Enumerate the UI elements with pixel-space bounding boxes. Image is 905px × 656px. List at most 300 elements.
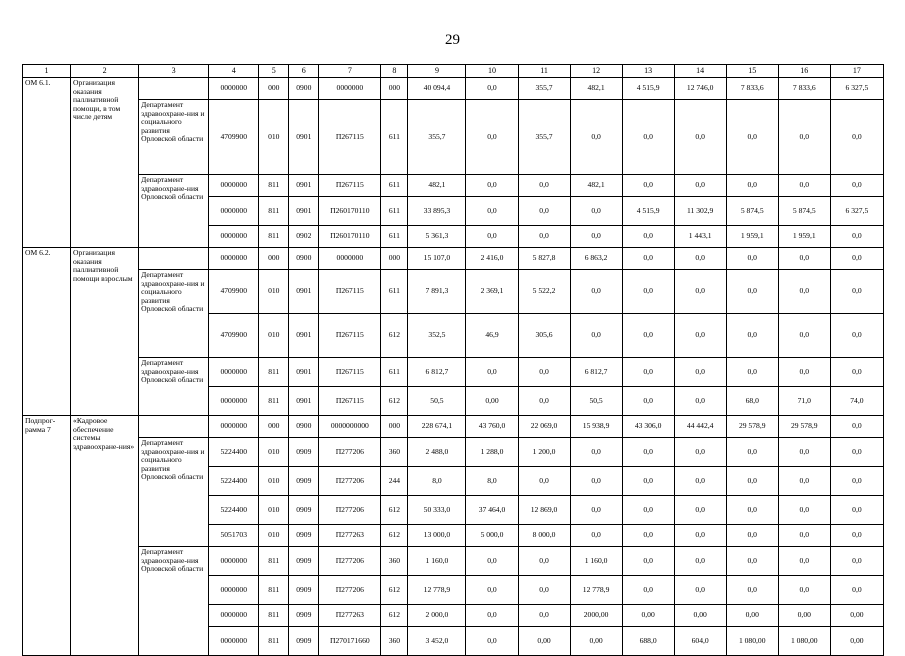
table-cell: 0000000 bbox=[209, 78, 259, 100]
table-cell: П277206 bbox=[319, 496, 381, 525]
table-cell: П267115 bbox=[319, 270, 381, 314]
table-cell: 12 746,0 bbox=[674, 78, 726, 100]
table-cell: 1 288,0 bbox=[466, 438, 518, 467]
table-cell: 5051703 bbox=[209, 525, 259, 547]
table-cell: 0,0 bbox=[726, 438, 778, 467]
table-cell: 0,0 bbox=[622, 358, 674, 387]
table-cell: 0901 bbox=[289, 100, 319, 175]
table-cell: П270171660 bbox=[319, 627, 381, 656]
table-cell: 11 302,9 bbox=[674, 197, 726, 226]
table-cell: 5 361,3 bbox=[408, 226, 466, 248]
table-cell: 0000000 bbox=[209, 576, 259, 605]
table-cell: 2 000,0 bbox=[408, 605, 466, 627]
table-cell: 0902 bbox=[289, 226, 319, 248]
table-cell: 0,0 bbox=[622, 547, 674, 576]
table-cell: 22 069,0 bbox=[518, 416, 570, 438]
table-cell: 010 bbox=[259, 270, 289, 314]
table-cell: 0,0 bbox=[830, 100, 883, 175]
table-cell: 15 938,9 bbox=[570, 416, 622, 438]
column-number: 14 bbox=[674, 65, 726, 78]
table-cell: 0000000 bbox=[209, 248, 259, 270]
table-cell: 71,0 bbox=[778, 387, 830, 416]
table-cell: 0,0 bbox=[830, 496, 883, 525]
table-cell: 0,0 bbox=[518, 197, 570, 226]
table-cell: 0,0 bbox=[518, 467, 570, 496]
table-cell: 0,0 bbox=[830, 175, 883, 197]
row-code: ОМ 6.2. bbox=[23, 248, 71, 416]
table-cell: 5224400 bbox=[209, 438, 259, 467]
table-cell: 355,7 bbox=[518, 78, 570, 100]
table-cell: 688,0 bbox=[622, 627, 674, 656]
table-cell: 0,00 bbox=[830, 627, 883, 656]
table-cell: 1 200,0 bbox=[518, 438, 570, 467]
table-cell: 13 000,0 bbox=[408, 525, 466, 547]
column-number: 11 bbox=[518, 65, 570, 78]
table-cell: 0,0 bbox=[570, 525, 622, 547]
executor-cell: Департамент здравоохране-ния Орловской области bbox=[139, 175, 209, 248]
table-cell: 360 bbox=[381, 627, 408, 656]
table-cell: 000 bbox=[381, 416, 408, 438]
table-cell: 0,00 bbox=[518, 627, 570, 656]
table-cell: 15 107,0 bbox=[408, 248, 466, 270]
table-cell: 1 160,0 bbox=[570, 547, 622, 576]
table-cell: 305,6 bbox=[518, 314, 570, 358]
table-cell: 50 333,0 bbox=[408, 496, 466, 525]
table-cell: 0,0 bbox=[466, 197, 518, 226]
table-cell: 611 bbox=[381, 270, 408, 314]
table-cell: 1 443,1 bbox=[674, 226, 726, 248]
table-cell: 0000000 bbox=[209, 175, 259, 197]
table-cell: 0,0 bbox=[778, 525, 830, 547]
table-cell: 0,0 bbox=[570, 197, 622, 226]
table-cell: 0909 bbox=[289, 467, 319, 496]
table-cell: 0901 bbox=[289, 314, 319, 358]
table-cell: 0000000 bbox=[209, 605, 259, 627]
table-cell: 0,0 bbox=[778, 496, 830, 525]
table-cell: 611 bbox=[381, 100, 408, 175]
column-number: 13 bbox=[622, 65, 674, 78]
table-cell: 0,0 bbox=[726, 547, 778, 576]
table-cell: 0,0 bbox=[778, 314, 830, 358]
table-cell: 0909 bbox=[289, 496, 319, 525]
table-cell: 40 094,4 bbox=[408, 78, 466, 100]
table-cell: 0,0 bbox=[830, 416, 883, 438]
table-cell: 612 bbox=[381, 314, 408, 358]
table-cell: 000 bbox=[259, 78, 289, 100]
table-cell: 0900 bbox=[289, 248, 319, 270]
table-cell: 0,00 bbox=[726, 605, 778, 627]
table-cell: 0,0 bbox=[466, 627, 518, 656]
row-code: Подпрог-рамма 7 bbox=[23, 416, 71, 656]
table-cell: 000 bbox=[259, 416, 289, 438]
table-cell: 0901 bbox=[289, 387, 319, 416]
table-cell: 482,1 bbox=[570, 175, 622, 197]
table-cell: 355,7 bbox=[408, 100, 466, 175]
table-cell: 0,00 bbox=[570, 627, 622, 656]
table-cell: 0,0 bbox=[830, 226, 883, 248]
table-cell: 0,0 bbox=[466, 358, 518, 387]
table-cell: 0,0 bbox=[518, 226, 570, 248]
table-cell: 6 327,5 bbox=[830, 197, 883, 226]
table-cell: 0909 bbox=[289, 576, 319, 605]
table-cell: 2 488,0 bbox=[408, 438, 466, 467]
table-cell: 0,0 bbox=[830, 467, 883, 496]
table-cell: 0,0 bbox=[830, 576, 883, 605]
table-cell: 0,0 bbox=[518, 547, 570, 576]
column-number: 1 bbox=[23, 65, 71, 78]
table-cell: П260170110 bbox=[319, 226, 381, 248]
column-number: 6 bbox=[289, 65, 319, 78]
table-cell: 0,0 bbox=[726, 100, 778, 175]
page-number: 29 bbox=[445, 32, 460, 48]
table-cell: 811 bbox=[259, 358, 289, 387]
table-cell: П277206 bbox=[319, 467, 381, 496]
table-cell: 6 327,5 bbox=[830, 78, 883, 100]
table-cell: 0,0 bbox=[830, 248, 883, 270]
table-cell: 0,0 bbox=[674, 358, 726, 387]
table-cell: 0,0 bbox=[830, 314, 883, 358]
table-cell: 0,0 bbox=[518, 576, 570, 605]
table-cell: 0,0 bbox=[778, 100, 830, 175]
table-cell: 0901 bbox=[289, 175, 319, 197]
table-cell: 37 464,0 bbox=[466, 496, 518, 525]
table-cell: 0000000 bbox=[209, 416, 259, 438]
table-cell: П260170110 bbox=[319, 197, 381, 226]
table-cell: 0000000000 bbox=[319, 416, 381, 438]
table-cell: 0,0 bbox=[622, 496, 674, 525]
table-cell: 0,0 bbox=[726, 358, 778, 387]
table-cell: 0,0 bbox=[466, 175, 518, 197]
table-cell: 2 369,1 bbox=[466, 270, 518, 314]
table-cell: 0,0 bbox=[726, 175, 778, 197]
table-cell: 611 bbox=[381, 226, 408, 248]
table-cell: 5224400 bbox=[209, 467, 259, 496]
table-cell: 0,0 bbox=[674, 270, 726, 314]
table-cell: 0,0 bbox=[674, 576, 726, 605]
table-cell: 000 bbox=[381, 248, 408, 270]
table-cell: П267115 bbox=[319, 175, 381, 197]
table-cell: 50,5 bbox=[570, 387, 622, 416]
table-cell: 811 bbox=[259, 547, 289, 576]
table-cell: 0,00 bbox=[674, 605, 726, 627]
table-cell: 0,0 bbox=[726, 496, 778, 525]
table-cell: 4709900 bbox=[209, 100, 259, 175]
column-number: 15 bbox=[726, 65, 778, 78]
table-cell: 0,0 bbox=[778, 358, 830, 387]
table-cell: 4709900 bbox=[209, 314, 259, 358]
column-number: 2 bbox=[71, 65, 139, 78]
table-cell: 0,0 bbox=[466, 226, 518, 248]
table-cell: 4709900 bbox=[209, 270, 259, 314]
table-cell: 0,0 bbox=[674, 525, 726, 547]
table-cell: 010 bbox=[259, 314, 289, 358]
table-cell: 0000000 bbox=[209, 358, 259, 387]
table-cell: 000 bbox=[259, 248, 289, 270]
table-cell: П267115 bbox=[319, 387, 381, 416]
table-row bbox=[23, 358, 884, 387]
column-number: 12 bbox=[570, 65, 622, 78]
table-row bbox=[23, 416, 884, 438]
table-cell: 0,0 bbox=[778, 248, 830, 270]
table-cell: 4 515,9 bbox=[622, 197, 674, 226]
table-cell: 0000000 bbox=[319, 248, 381, 270]
table-cell: 5 522,2 bbox=[518, 270, 570, 314]
table-cell: 482,1 bbox=[408, 175, 466, 197]
table-cell: 0,0 bbox=[726, 467, 778, 496]
table-cell: 0,0 bbox=[622, 248, 674, 270]
executor-cell: Департамент здравоохране-ния Орловской области bbox=[139, 547, 209, 656]
table-cell: П267115 bbox=[319, 314, 381, 358]
table-cell: 5 874,5 bbox=[778, 197, 830, 226]
table-cell: 228 674,1 bbox=[408, 416, 466, 438]
table-cell: 811 bbox=[259, 226, 289, 248]
table-cell: 360 bbox=[381, 547, 408, 576]
executor-cell bbox=[139, 248, 209, 270]
table-cell: 0,0 bbox=[674, 387, 726, 416]
table-cell: 0901 bbox=[289, 197, 319, 226]
table-cell: 0901 bbox=[289, 358, 319, 387]
table-cell: 7 833,6 bbox=[778, 78, 830, 100]
table-cell: 0,0 bbox=[674, 547, 726, 576]
table-cell: 1 959,1 bbox=[778, 226, 830, 248]
table-cell: 0,0 bbox=[570, 270, 622, 314]
budget-table bbox=[22, 64, 884, 656]
table-cell: 0,0 bbox=[622, 467, 674, 496]
row-name: «Кадровое обеспечение системы здравоохране-ния» bbox=[71, 416, 139, 656]
table-cell: 0,0 bbox=[778, 547, 830, 576]
table-cell: 5 000,0 bbox=[466, 525, 518, 547]
table-cell: 612 bbox=[381, 605, 408, 627]
table-cell: 811 bbox=[259, 576, 289, 605]
table-cell: 0909 bbox=[289, 547, 319, 576]
table-cell: 0000000 bbox=[209, 547, 259, 576]
table-cell: П267115 bbox=[319, 100, 381, 175]
table-cell: 3 452,0 bbox=[408, 627, 466, 656]
table-cell: 2000,00 bbox=[570, 605, 622, 627]
table-cell: 0,0 bbox=[622, 100, 674, 175]
table-cell: 0,0 bbox=[830, 525, 883, 547]
table-cell: 0,0 bbox=[570, 438, 622, 467]
table-cell: 1 080,00 bbox=[778, 627, 830, 656]
table-cell: 0,0 bbox=[674, 314, 726, 358]
table-cell: 0,0 bbox=[622, 314, 674, 358]
table-cell: 0909 bbox=[289, 438, 319, 467]
column-number: 10 bbox=[466, 65, 518, 78]
table-cell: 611 bbox=[381, 197, 408, 226]
executor-cell: Департамент здравоохране-ния и социального развития Орловской области bbox=[139, 100, 209, 175]
table-cell: 0,0 bbox=[518, 387, 570, 416]
table-cell: 0,0 bbox=[466, 605, 518, 627]
table-cell: 68,0 bbox=[726, 387, 778, 416]
table-cell: 612 bbox=[381, 387, 408, 416]
column-number: 7 bbox=[319, 65, 381, 78]
table-cell: 0909 bbox=[289, 525, 319, 547]
table-cell: 604,0 bbox=[674, 627, 726, 656]
table-cell: 0,0 bbox=[518, 175, 570, 197]
table-cell: 1 959,1 bbox=[726, 226, 778, 248]
table-cell: 0,0 bbox=[622, 576, 674, 605]
table-cell: 7 891,3 bbox=[408, 270, 466, 314]
table-cell: 0,0 bbox=[518, 605, 570, 627]
table-cell: 0,0 bbox=[622, 438, 674, 467]
table-cell: 12 778,9 bbox=[570, 576, 622, 605]
table-cell: 46,9 bbox=[466, 314, 518, 358]
header-row bbox=[23, 65, 884, 78]
table-cell: 0,0 bbox=[830, 438, 883, 467]
table-cell: 8 000,0 bbox=[518, 525, 570, 547]
table-cell: 360 bbox=[381, 438, 408, 467]
table-cell: 0,00 bbox=[622, 605, 674, 627]
table-cell: 0,0 bbox=[622, 387, 674, 416]
table-cell: 000 bbox=[381, 78, 408, 100]
table-cell: 8,0 bbox=[408, 467, 466, 496]
table-cell: 0900 bbox=[289, 78, 319, 100]
table-cell: 0,00 bbox=[830, 605, 883, 627]
table-cell: 0,0 bbox=[778, 175, 830, 197]
table-cell: П267115 bbox=[319, 358, 381, 387]
table-cell: 612 bbox=[381, 576, 408, 605]
table-cell: 0,0 bbox=[726, 248, 778, 270]
table-cell: 811 bbox=[259, 605, 289, 627]
table-cell: 29 578,9 bbox=[778, 416, 830, 438]
executor-cell: Департамент здравоохране-ния и социального развития Орловской области bbox=[139, 270, 209, 358]
table-cell: 0,0 bbox=[778, 438, 830, 467]
table-cell: 4 515,9 bbox=[622, 78, 674, 100]
table-cell: 29 578,9 bbox=[726, 416, 778, 438]
table-cell: П277206 bbox=[319, 438, 381, 467]
table-cell: 0000000 bbox=[209, 226, 259, 248]
table-cell: 0,0 bbox=[674, 175, 726, 197]
table-cell: 612 bbox=[381, 496, 408, 525]
table-cell: 74,0 bbox=[830, 387, 883, 416]
table-cell: 0,0 bbox=[674, 100, 726, 175]
table-cell: 811 bbox=[259, 175, 289, 197]
table-row bbox=[23, 248, 884, 270]
table-cell: 0000000 bbox=[209, 627, 259, 656]
executor-cell bbox=[139, 416, 209, 438]
table-cell: 5 827,8 bbox=[518, 248, 570, 270]
table-cell: 33 895,3 bbox=[408, 197, 466, 226]
table-cell: 0,0 bbox=[518, 358, 570, 387]
table-row bbox=[23, 100, 884, 175]
executor-cell: Департамент здравоохране-ния и социального развития Орловской области bbox=[139, 438, 209, 547]
table-cell: 6 812,7 bbox=[570, 358, 622, 387]
table-cell: 0,0 bbox=[570, 467, 622, 496]
table-cell: П277206 bbox=[319, 576, 381, 605]
table-cell: 0,0 bbox=[830, 547, 883, 576]
table-row bbox=[23, 438, 884, 467]
table-cell: 12 778,9 bbox=[408, 576, 466, 605]
table-cell: 0,00 bbox=[466, 387, 518, 416]
table-cell: 811 bbox=[259, 627, 289, 656]
table-cell: 611 bbox=[381, 175, 408, 197]
table-row bbox=[23, 270, 884, 314]
column-number: 3 bbox=[139, 65, 209, 78]
table-cell: 43 760,0 bbox=[466, 416, 518, 438]
table-cell: 0,0 bbox=[778, 576, 830, 605]
table-cell: 811 bbox=[259, 387, 289, 416]
table-cell: 010 bbox=[259, 438, 289, 467]
table-cell: 352,5 bbox=[408, 314, 466, 358]
table-cell: 0900 bbox=[289, 416, 319, 438]
table-cell: 1 080,00 bbox=[726, 627, 778, 656]
table-cell: 12 869,0 bbox=[518, 496, 570, 525]
table-cell: П277263 bbox=[319, 525, 381, 547]
table-cell: 0,0 bbox=[726, 270, 778, 314]
table-cell: 244 bbox=[381, 467, 408, 496]
column-number: 4 bbox=[209, 65, 259, 78]
table-cell: 010 bbox=[259, 525, 289, 547]
table-cell: 0,0 bbox=[674, 438, 726, 467]
table-cell: 0,0 bbox=[466, 100, 518, 175]
table-cell: 0,0 bbox=[830, 270, 883, 314]
table-cell: 5 874,5 bbox=[726, 197, 778, 226]
table-cell: 7 833,6 bbox=[726, 78, 778, 100]
table-cell: 0,0 bbox=[466, 576, 518, 605]
table-cell: 0,0 bbox=[726, 314, 778, 358]
table-row bbox=[23, 547, 884, 576]
table-cell: 0,0 bbox=[622, 226, 674, 248]
table-cell: 0,0 bbox=[466, 547, 518, 576]
table-cell: 0,0 bbox=[622, 270, 674, 314]
table-cell: 0,0 bbox=[570, 100, 622, 175]
table-cell: 0,0 bbox=[466, 78, 518, 100]
table-cell: П277206 bbox=[319, 547, 381, 576]
column-number: 9 bbox=[408, 65, 466, 78]
column-number: 8 bbox=[381, 65, 408, 78]
table-cell: 0,0 bbox=[726, 576, 778, 605]
table-cell: 482,1 bbox=[570, 78, 622, 100]
executor-cell bbox=[139, 78, 209, 100]
executor-cell: Департамент здравоохране-ния Орловской области bbox=[139, 358, 209, 416]
table-cell: 0000000 bbox=[209, 197, 259, 226]
table-cell: 6 812,7 bbox=[408, 358, 466, 387]
table-cell: 010 bbox=[259, 496, 289, 525]
table-cell: 6 863,2 bbox=[570, 248, 622, 270]
table-cell: 355,7 bbox=[518, 100, 570, 175]
table-cell: 0,0 bbox=[778, 467, 830, 496]
table-cell: 50,5 bbox=[408, 387, 466, 416]
table-cell: 8,0 bbox=[466, 467, 518, 496]
row-name: Организация оказания паллиативной помощи, в том числе детям bbox=[71, 78, 139, 248]
row-name: Организация оказания паллиативной помощи взрослым bbox=[71, 248, 139, 416]
table-cell: 0,0 bbox=[570, 496, 622, 525]
table-cell: 5224400 bbox=[209, 496, 259, 525]
table-row bbox=[23, 78, 884, 100]
table-cell: 0,0 bbox=[570, 314, 622, 358]
table-cell: 611 bbox=[381, 358, 408, 387]
table-cell: 0000000 bbox=[209, 387, 259, 416]
table-cell: 44 442,4 bbox=[674, 416, 726, 438]
table-row bbox=[23, 175, 884, 197]
table-cell: 43 306,0 bbox=[622, 416, 674, 438]
table-cell: 0,0 bbox=[674, 496, 726, 525]
table-cell: 811 bbox=[259, 197, 289, 226]
table-cell: 0,0 bbox=[570, 226, 622, 248]
table-cell: 010 bbox=[259, 467, 289, 496]
row-code: ОМ 6.1. bbox=[23, 78, 71, 248]
table-cell: 0,0 bbox=[622, 175, 674, 197]
table-cell: 0,0 bbox=[778, 270, 830, 314]
table-cell: 612 bbox=[381, 525, 408, 547]
table-cell: 0909 bbox=[289, 627, 319, 656]
table-cell: 0,00 bbox=[778, 605, 830, 627]
table-cell: 0,0 bbox=[726, 525, 778, 547]
table-cell: П277263 bbox=[319, 605, 381, 627]
table-cell: 0,0 bbox=[830, 358, 883, 387]
table-cell: 0000000 bbox=[319, 78, 381, 100]
table-cell: 010 bbox=[259, 100, 289, 175]
